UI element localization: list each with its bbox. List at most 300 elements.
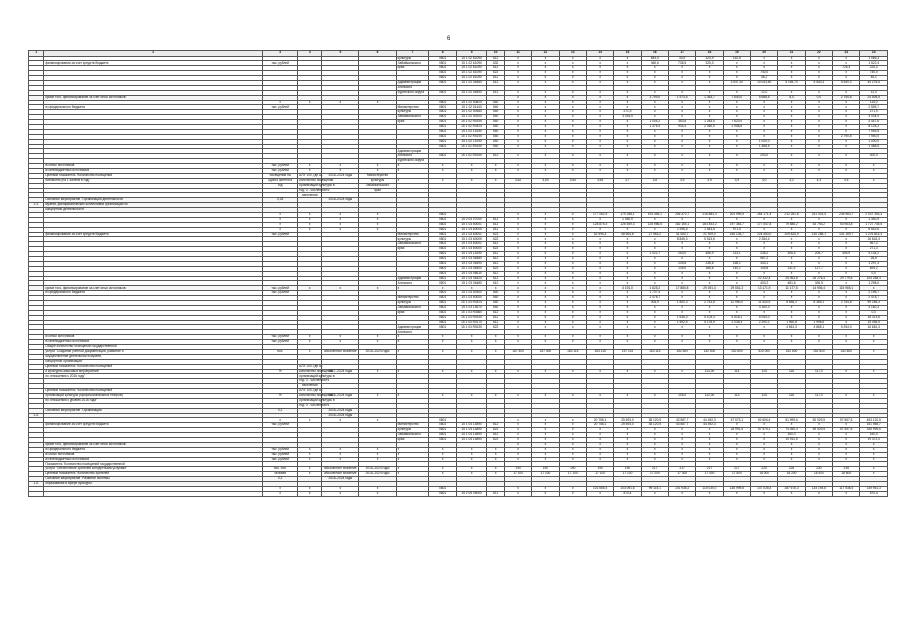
table-cell: х [559,325,586,330]
table-cell: х [263,486,298,491]
table-cell: х [805,437,832,442]
table-cell: х [778,457,805,462]
table-cell: из внебюджетных источников [44,340,263,345]
table-cell: х [532,286,559,291]
table-cell: х [668,325,695,330]
table-cell: х [641,100,668,105]
table-cell: х [532,335,559,340]
table-cell: х [778,261,805,266]
table-cell: 4 160,3 [751,305,778,310]
table-cell: х [322,222,359,227]
table-cell: 12 990,0 [723,301,750,306]
table-cell: 13 171,9 [751,286,778,291]
table-cell: х [504,257,531,262]
table-cell: х [641,71,668,76]
table-cell: 203 999,5 [723,213,750,218]
table-cell: х [532,242,559,247]
table-cell: количество посещений [299,368,334,373]
table-cell: х [586,154,613,159]
column-number: 5 [322,51,359,57]
table-cell: х [359,227,396,232]
table-cell: 1 737,4 [641,291,668,296]
table-cell: х [833,442,860,447]
table-cell: х [805,447,832,452]
table-cell: х [751,491,778,496]
table-cell: х [641,320,668,325]
table-cell: 130 288,1 [805,232,832,237]
table-cell: х [641,310,668,315]
table-cell: х [559,452,586,457]
table-cell: х [696,71,723,76]
table-cell: х [559,437,586,442]
table-cell: 325,3 [696,61,723,66]
table-cell: 0801 [429,227,456,232]
table-cell: х [359,168,396,173]
table-cell: х [559,340,586,345]
table-cell: х [263,217,298,222]
table-cell: 182 154,1 [668,222,695,227]
table-cell: 0,0 [860,310,888,315]
table-cell: х [298,447,322,452]
table-cell: 4,5 [833,178,860,183]
table-cell: 15 1 02 51440 [456,105,487,110]
table-cell: х [614,296,641,301]
table-cell: х [298,164,322,169]
table-cell: 15 1 03 60001 [456,222,487,227]
table-cell: х [504,139,531,144]
table-cell: х [532,437,559,442]
table-cell: 22 332,4 [751,276,778,281]
table-cell: х [359,447,396,452]
table-cell: 612 [487,80,505,85]
table-cell: х [805,105,832,110]
table-cell: 2016–2024 годы [359,467,396,472]
table-cell: 0801 [429,281,456,286]
table-cell: х [298,213,322,218]
table-cell: 612 [487,310,505,315]
table-cell: х [559,115,586,120]
table-cell: х [532,237,559,242]
table-cell: х [723,271,750,276]
table-cell: х [487,369,505,374]
table-cell: 5 254,9 [833,325,860,330]
table-cell: тыс. рублей [263,105,298,110]
table-cell: х [751,296,778,301]
table-cell: 612 [487,315,505,320]
table-cell: 343,1 [751,261,778,266]
table-cell: х [559,144,586,149]
table-cell: х [586,66,613,71]
table-cell: 1 350,9 [860,217,888,222]
table-cell: х [586,100,613,105]
table-cell: 114 [723,369,750,374]
table-cell: края [396,66,429,71]
table-cell: х [559,447,586,452]
table-cell: 324,9 [696,56,723,61]
table-cell: 20 756,1 [586,418,613,423]
table-cell: х [504,291,531,296]
table-cell: х [559,291,586,296]
table-cell: х [641,247,668,252]
table-cell: х [723,247,750,252]
table-cell: х [559,100,586,105]
table-cell: х [396,349,429,354]
table-cell: х [641,164,668,169]
table-cell: х [860,467,888,472]
table-cell: абсолютное значение [322,472,359,477]
table-cell: 0801 [429,76,456,81]
table-cell: х [504,301,531,306]
table-cell: х [778,491,805,496]
table-cell: 0801 [429,139,456,144]
table-cell: 113,00 [696,369,723,374]
table-cell: 8 845,3 [668,237,695,242]
table-cell: х [668,305,695,310]
table-cell: х [641,281,668,286]
table-cell: х [860,286,888,291]
table-cell: края [396,437,429,442]
table-cell: х [833,100,860,105]
table-cell: Общее количество посещений государственной [44,345,263,350]
table-cell: 0801 [429,80,456,85]
table-cell: х [696,139,723,144]
table-cell: Администрация [396,325,429,330]
table-cell: Основное мероприятие "Развитие системы [44,477,263,482]
table-cell: х [504,61,531,66]
table-cell: 2 958,5 [723,124,750,129]
table-cell: организаций культуры в [299,373,335,378]
table-cell: х [532,168,559,173]
table-cell: х [805,423,832,428]
table-cell: х [586,452,613,457]
table-cell: 4,3 [805,178,832,183]
table-cell: х [614,369,641,374]
table-cell: 0801 [429,247,456,252]
table-cell: 15 1 03 L4670 [456,305,487,310]
table-cell: х [723,164,750,169]
table-cell: х [532,100,559,105]
table-cell: х [641,433,668,438]
table-cell: х [396,168,429,173]
table-cell: х [833,139,860,144]
table-cell: 2016–2024 годы [359,349,396,354]
table-cell: 612 [487,56,505,61]
table-cell: х [641,217,668,222]
table-cell: одного жителя в [263,178,298,183]
table-cell: х [614,105,641,110]
table-cell: х [298,286,322,291]
table-cell: х [723,110,750,115]
table-cell: 15 1 04 14890 [456,428,487,433]
table-cell: 0,25 [263,198,298,203]
table-cell: 0801 [429,261,456,266]
table-cell: х [504,115,531,120]
table-cell: 5 540,3 [805,80,832,85]
table-cell: х [641,227,668,232]
table-cell: х [504,232,531,237]
table-cell: х [805,242,832,247]
table-cell: х [559,56,586,61]
table-cell: 612 [487,242,505,247]
table-cell: 0801 [429,423,456,428]
table-cell: 0801 [429,105,456,110]
table-cell: х [805,154,832,159]
table-cell: х [586,90,613,95]
table-cell: х [696,276,723,281]
table-cell: Агинского [396,154,429,159]
table-cell: 18 991,5 [723,428,750,433]
table-cell: 540 [487,305,505,310]
table-cell: х [532,291,559,296]
table-cell: 622 [487,266,505,271]
table-cell: х [532,129,559,134]
table-cell: тыс. рублей [263,457,298,462]
table-cell: х [805,271,832,276]
table-cell: х [322,457,359,462]
table-cell: 306,4 [778,252,805,257]
table-cell: 152 600 [833,349,860,354]
table-cell: х [751,120,778,125]
table-cell: х [833,227,860,232]
table-cell: х [805,66,832,71]
table-cell: 177 547,8 [751,222,778,227]
table-cell: 17 100 [614,472,641,477]
table-cell: услуги "Создание учетной документации, развитие и [44,349,263,354]
table-cell: х [833,491,860,496]
table-cell: 17 100 [504,472,531,477]
table-cell: 4 191,0 [614,286,641,291]
table-cell: 612 [487,76,505,81]
table-cell: х [322,217,359,222]
table-cell: х [723,442,750,447]
table-cell: х [504,168,531,173]
table-cell: х [532,90,559,95]
table-cell: х [586,369,613,374]
table-cell: х [322,486,359,491]
table-cell: 4,2 [778,178,805,183]
table-cell: 134 194,8 [805,486,832,491]
table-cell: 17 400 [696,472,723,477]
column-number: 6 [359,51,396,57]
table-cell: 18 000 [751,472,778,477]
table-cell: х [504,222,531,227]
table-cell: 540 [487,100,505,105]
table-cell: 179 258,1 [614,213,641,218]
table-cell: 6 542,6 [860,227,888,232]
table-cell: х [860,447,888,452]
table-cell: х [504,340,531,345]
column-number: 11 [504,51,531,57]
table-cell: х [532,491,559,496]
table-cell: 1 350,9 [614,217,641,222]
table-cell: х [668,452,695,457]
table-cell: х [504,369,531,374]
table-cell: х [586,134,613,139]
table-cell: х [559,90,586,95]
table-cell: 1 522,4 [860,61,888,66]
table-cell: х [532,369,559,374]
table-cell: х [504,266,531,271]
table-cell: х [504,124,531,129]
table-cell: х [504,247,531,252]
column-number: 17 [668,51,695,57]
table-cell: 20 756,1 [586,423,613,428]
column-number: 14 [586,51,613,57]
table-cell: х [668,129,695,134]
table-cell: х [614,266,641,271]
table-cell: 611 [487,227,505,232]
table-cell: 15 1 03 50300 [456,291,487,296]
table-cell: 152 600 [696,349,723,354]
table-cell: х [504,105,531,110]
table-cell: финансирование за счет средств бюджета [44,423,263,428]
table-cell: 7 950,0 [860,134,888,139]
table-cell: х [559,242,586,247]
table-cell: х [696,310,723,315]
table-cell: х [614,56,641,61]
table-cell: х [805,442,832,447]
table-cell: тыс. рублей [263,335,298,340]
table-cell: 235 [833,467,860,472]
table-cell: х [614,257,641,262]
table-cell: х [668,100,695,105]
column-number: 19 [723,51,750,57]
table-cell: тыс. рублей [263,291,298,296]
table-cell: 0801 [429,291,456,296]
table-cell: 0,0 [805,95,832,100]
table-cell: х [456,164,487,169]
table-cell: 621 [487,232,505,237]
table-cell: 163 115 [641,349,668,354]
table-cell: 231 003,5 [805,213,832,218]
table-cell: 225,3 [860,66,888,71]
table-cell: х [559,281,586,286]
table-cell: х [504,310,531,315]
table-cell: х [456,472,487,477]
table-cell: культуры [396,301,429,306]
table-cell: 264 171,4 [751,213,778,218]
table-cell: 15 1 02 06480 [456,80,487,85]
table-cell: х [559,129,586,134]
table-cell: по отношению к 2016 году" [44,374,263,379]
table-cell: х [833,433,860,438]
table-cell: 38 120,5 [641,423,668,428]
table-cell: х [641,76,668,81]
table-cell: 193 446,1 [641,213,668,218]
table-cell: х [723,452,750,457]
table-cell: х [641,105,668,110]
table-cell: х [586,428,613,433]
table-cell: 0801 [429,271,456,276]
table-cell: х [532,423,559,428]
table-cell: 190 [532,467,559,472]
table-cell: Администрация [396,276,429,281]
table-cell: х [532,247,559,252]
table-cell: 2 790,8 [833,95,860,100]
table-cell: 825,2 [860,266,888,271]
table-cell: х [504,110,531,115]
table-cell: х [751,61,778,66]
table-cell: х [696,134,723,139]
table-cell: 15 1 02 50820 [456,100,487,105]
table-cell: 740,0 [751,71,778,76]
table-cell: х [359,213,396,218]
table-cell: х [298,472,322,477]
table-cell: 353,8 [668,120,695,125]
table-cell: Министерство [396,105,429,110]
table-cell: х [359,452,396,457]
table-cell: х [532,433,559,438]
table-cell: 15 1 03 60001 [456,232,487,237]
table-cell: х [322,168,359,173]
table-cell: 612 [487,222,505,227]
table-cell: 190 [504,467,531,472]
table-cell: 127,7 [805,266,832,271]
table-cell: х [559,139,586,144]
table-cell: х [723,433,750,438]
table-cell: 540 [487,124,505,129]
column-number: 1 [29,51,44,57]
table-cell: х [641,442,668,447]
table-cell: из иных источников [44,164,263,169]
table-cell: х [833,447,860,452]
table-cell: х [860,349,888,354]
table-cell: х [778,227,805,232]
table-cell: х [456,457,487,462]
table-cell: х [532,56,559,61]
table-cell: 236,6 [696,261,723,266]
table-cell: 19 472,0 [860,437,888,442]
table-cell: 1 376,4 [641,124,668,129]
table-cell: х [532,105,559,110]
table-cell: х [456,349,487,354]
table-cell: х [833,271,860,276]
table-cell: х [614,134,641,139]
table-cell: 116 [778,369,805,374]
table-cell: х [586,291,613,296]
table-cell: 622 [487,437,505,442]
table-cell: х [778,154,805,159]
table-cell: х [532,452,559,457]
table-cell: х [559,80,586,85]
table-cell: 622 [487,325,505,330]
table-cell: х [532,124,559,129]
table-cell: х [504,486,531,491]
table-cell: 1.5. [29,481,44,486]
table-cell: х [833,242,860,247]
table-cell: 217 [723,467,750,472]
table-cell: х [586,242,613,247]
table-cell: х [322,452,359,457]
table-cell: 166,1 [723,261,750,266]
table-cell: х [586,447,613,452]
table-cell: 115 965,1 [833,286,860,291]
table-cell: х [559,61,586,66]
table-cell: Основное мероприятие "Организация [44,408,263,413]
table-cell: 17 100 [586,472,613,477]
table-cell: посещений на [263,173,298,178]
table-cell: 15 1 03 60005 [456,227,487,232]
table-cell: тыс. [263,349,298,354]
table-cell: х [504,437,531,442]
table-cell: 0,0 [860,271,888,276]
table-cell: х [723,237,750,242]
table-cell: х [696,154,723,159]
table-cell: 15 1 03 L5190 [456,252,487,257]
table-cell: х [586,491,613,496]
table-cell: х [751,437,778,442]
table-cell: 117 538,4 [833,486,860,491]
